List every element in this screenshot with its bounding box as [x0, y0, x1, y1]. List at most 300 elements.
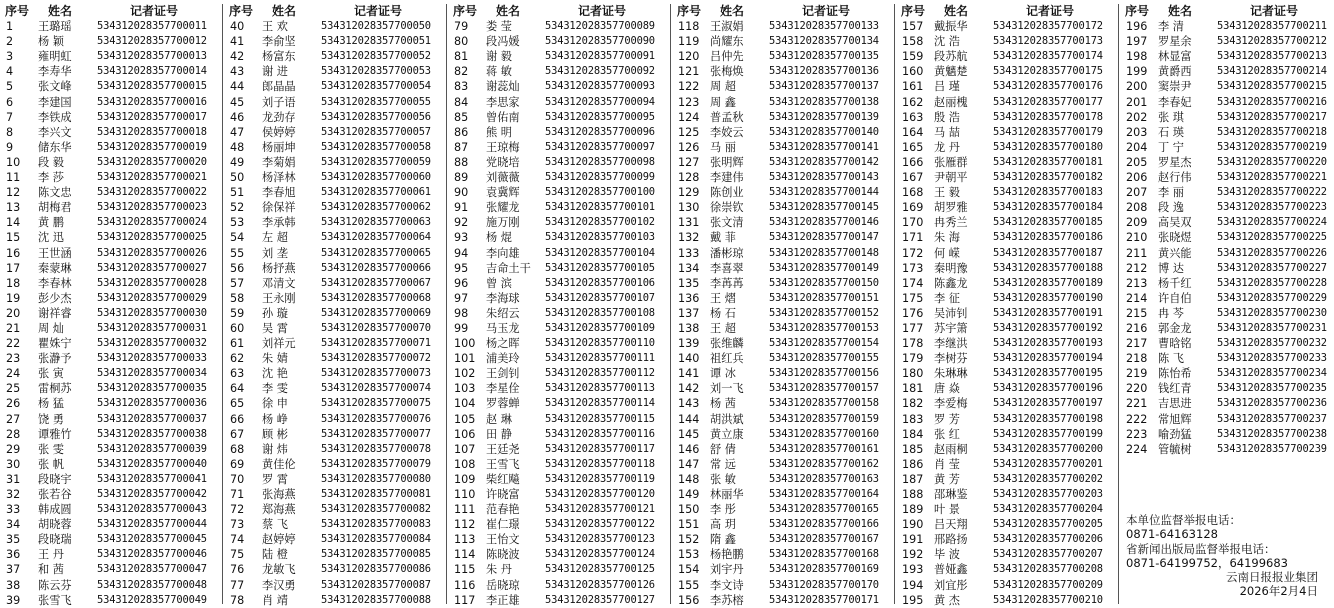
row-number: 63: [230, 367, 245, 381]
row-number: 79: [454, 20, 469, 34]
row-id: 534312028357700163: [769, 472, 879, 485]
table-row: [0, 517, 222, 532]
row-name: 赵 琳: [486, 412, 512, 426]
row-name: 储东华: [38, 140, 72, 154]
table-row: [896, 110, 1118, 125]
row-number: 35: [6, 533, 21, 547]
row-id: 534312028357700184: [993, 201, 1103, 214]
row-id: 534312028357700133: [769, 20, 879, 33]
row-name: 吕天翔: [934, 518, 968, 532]
row-id: 534312028357700011: [97, 20, 207, 33]
row-number: 116: [454, 578, 476, 592]
row-number: 94: [454, 246, 469, 260]
row-number: 74: [230, 533, 245, 547]
table-row: [0, 593, 222, 608]
row-number: 9: [6, 140, 14, 154]
row-number: 3: [6, 50, 14, 64]
table-row: [672, 261, 894, 276]
table-row: [672, 562, 894, 577]
table-row: [448, 95, 670, 110]
row-number: 206: [1126, 171, 1148, 185]
table-row: [0, 155, 222, 170]
row-number: 69: [230, 457, 245, 471]
row-number: 64: [230, 382, 245, 396]
row-id: 534312028357700216: [1217, 95, 1327, 108]
row-number: 98: [454, 306, 469, 320]
row-number: 48: [230, 140, 245, 154]
row-name: 赵行伟: [1158, 171, 1192, 185]
row-id: 534312028357700096: [545, 125, 655, 138]
row-id: 534312028357700202: [993, 472, 1103, 485]
row-name: 管毓树: [1158, 442, 1192, 456]
table-row: [224, 396, 446, 411]
row-name: 柴红飚: [486, 472, 520, 486]
row-id: 534312028357700042: [97, 488, 207, 500]
row-number: 59: [230, 306, 245, 320]
row-id: 534312028357700026: [97, 246, 207, 259]
row-id: 534312028357700154: [769, 337, 879, 350]
row-name: 李春林: [38, 276, 72, 290]
row-name: 张 帆: [38, 457, 64, 471]
row-id: 534312028357700212: [1217, 35, 1327, 48]
row-id: 534312028357700178: [993, 110, 1103, 123]
row-name: 刘祥元: [262, 337, 296, 351]
table-row: [0, 457, 222, 472]
row-number: 66: [230, 412, 245, 426]
table-row: [0, 412, 222, 427]
row-number: 132: [678, 231, 700, 245]
row-id: 534312028357700138: [769, 95, 879, 108]
row-name: 王怡文: [486, 533, 520, 547]
row-id: 534312028357700079: [321, 457, 431, 470]
row-id: 534312028357700218: [1217, 125, 1327, 138]
table-row: [672, 155, 894, 170]
row-id: 534312028357700217: [1217, 110, 1327, 123]
row-number: 213: [1126, 276, 1148, 290]
row-id: 534312028357700046: [97, 548, 207, 561]
row-id: 534312028357700168: [769, 548, 879, 561]
row-number: 187: [902, 472, 924, 486]
table-row: [0, 185, 222, 200]
row-number: 124: [678, 110, 700, 124]
row-id: 534312028357700221: [1217, 171, 1327, 184]
notice-unit-label: 本单位监督举报电话：: [1126, 513, 1241, 527]
table-row: [224, 578, 446, 593]
row-number: 16: [6, 246, 21, 260]
row-name: 胡晓蓉: [38, 518, 72, 532]
row-name: 普孟秋: [710, 110, 744, 124]
table-row: [224, 366, 446, 381]
row-number: 167: [902, 171, 924, 185]
table-row: [896, 351, 1118, 366]
row-name: 邢路扬: [934, 533, 968, 547]
row-name: 左 超: [262, 231, 288, 245]
row-name: 张维麟: [710, 337, 744, 351]
header-name: 姓名: [1168, 4, 1193, 18]
row-id: 534312028357700058: [321, 140, 431, 153]
column-header: [1120, 4, 1334, 19]
row-number: 81: [454, 50, 469, 64]
row-id: 534312028357700031: [97, 321, 207, 334]
table-row: [1120, 215, 1334, 230]
row-name: 尹朝平: [934, 171, 968, 185]
row-name: 李春旭: [262, 186, 296, 200]
table-row: [448, 34, 670, 49]
row-number: 102: [454, 367, 476, 381]
row-name: 喻劲猛: [1158, 427, 1192, 441]
row-id: 534312028357700200: [993, 442, 1103, 455]
table-row: [672, 34, 894, 49]
table-row: [1120, 170, 1334, 185]
row-name: 李苒苒: [710, 276, 744, 290]
row-number: 204: [1126, 140, 1148, 154]
row-name: 吕 瑾: [934, 80, 960, 94]
row-number: 166: [902, 155, 924, 169]
table-row: [896, 185, 1118, 200]
row-id: 534312028357700150: [769, 276, 879, 289]
row-id: 534312028357700095: [545, 110, 655, 123]
row-name: 张晓煜: [1158, 231, 1192, 245]
table-row: [896, 366, 1118, 381]
row-number: 148: [678, 472, 700, 486]
row-number: 106: [454, 427, 476, 441]
row-id: 534312028357700185: [993, 216, 1103, 229]
row-number: 78: [230, 593, 245, 607]
row-id: 534312028357700140: [769, 125, 879, 138]
row-name: 冉 芩: [1158, 306, 1184, 320]
table-row: [1120, 246, 1334, 261]
header-name: 姓名: [944, 4, 969, 18]
row-number: 170: [902, 216, 924, 230]
row-name: 李建国: [38, 95, 72, 109]
row-name: 雍明虹: [38, 50, 72, 64]
row-name: 施万刚: [486, 216, 520, 230]
row-number: 13: [6, 201, 21, 215]
row-id: 534312028357700089: [545, 20, 655, 33]
table-row: [0, 110, 222, 125]
row-id: 534312028357700206: [993, 533, 1103, 546]
row-number: 95: [454, 261, 469, 275]
row-name: 李海球: [486, 291, 520, 305]
row-name: 杨 颖: [38, 35, 64, 49]
table-row: [224, 336, 446, 351]
row-number: 91: [454, 201, 469, 215]
column-header: [0, 4, 222, 19]
row-name: 高 玥: [710, 518, 736, 532]
table-row: [448, 578, 670, 593]
table-row: [448, 472, 670, 487]
table-row: [896, 472, 1118, 487]
row-id: 534312028357700090: [545, 35, 655, 48]
table-row: [0, 140, 222, 155]
row-name: 杨艳鹏: [710, 548, 744, 562]
table-row: [224, 170, 446, 185]
row-name: 段 毅: [38, 155, 64, 169]
row-number: 110: [454, 488, 476, 501]
row-id: 534312028357700237: [1217, 412, 1327, 425]
row-number: 45: [230, 95, 245, 109]
table-row: [448, 396, 670, 411]
row-id: 534312028357700210: [993, 593, 1103, 606]
table-row: [0, 472, 222, 487]
table-row: [448, 110, 670, 125]
row-id: 534312028357700059: [321, 155, 431, 168]
row-number: 17: [6, 261, 21, 275]
row-name: 罗星余: [1158, 35, 1192, 49]
row-name: 常旭辉: [1158, 412, 1192, 426]
table-row: [448, 140, 670, 155]
row-id: 534312028357700194: [993, 352, 1103, 365]
row-name: 普娅鑫: [934, 563, 968, 577]
table-row: [672, 532, 894, 547]
row-number: 135: [678, 276, 700, 290]
row-name: 段晓宇: [38, 472, 72, 486]
row-id: 534312028357700173: [993, 35, 1103, 48]
row-id: 534312028357700048: [97, 578, 207, 591]
row-id: 534312028357700067: [321, 276, 431, 289]
row-name: 顾 彬: [262, 427, 288, 441]
row-name: 王世涵: [38, 246, 72, 260]
row-number: 117: [454, 593, 476, 607]
row-name: 杨 猛: [38, 397, 64, 411]
row-id: 534312028357700106: [545, 276, 655, 289]
row-number: 162: [902, 95, 924, 109]
row-name: 朱 丹: [486, 563, 512, 577]
row-id: 534312028357700094: [545, 95, 655, 108]
row-id: 534312028357700034: [97, 367, 207, 380]
table-row: [896, 336, 1118, 351]
table-row: [0, 562, 222, 577]
table-row: [0, 336, 222, 351]
table-row: [896, 593, 1118, 608]
row-name: 郭金龙: [1158, 321, 1192, 335]
row-id: 534312028357700105: [545, 261, 655, 274]
table-row: [224, 155, 446, 170]
row-number: 20: [6, 306, 21, 320]
table-row: [448, 19, 670, 34]
table-row: [672, 170, 894, 185]
row-name: 和 茜: [38, 563, 64, 577]
table-row: [448, 351, 670, 366]
row-name: 刘 垄: [262, 246, 288, 260]
row-id: 534312028357700082: [321, 503, 431, 516]
table-row: [0, 79, 222, 94]
row-name: 张 寅: [38, 367, 64, 381]
table-row: [896, 79, 1118, 94]
row-number: 220: [1126, 382, 1148, 396]
row-name: 王 熠: [710, 291, 736, 305]
row-name: 冉秀兰: [934, 216, 968, 230]
row-name: 陈鑫龙: [934, 276, 968, 290]
row-name: 赵婷婷: [262, 533, 296, 547]
row-number: 57: [230, 276, 245, 290]
row-id: 534312028357700075: [321, 397, 431, 410]
row-name: 戴 菲: [710, 231, 736, 245]
row-number: 2: [6, 35, 14, 49]
row-number: 222: [1126, 412, 1148, 426]
table-row: [1120, 366, 1334, 381]
table-row: [448, 532, 670, 547]
row-id: 534312028357700159: [769, 412, 879, 425]
row-name: 胡洪斌: [710, 412, 744, 426]
table-row: [896, 230, 1118, 245]
row-number: 149: [678, 488, 700, 501]
table-row: [896, 306, 1118, 321]
row-id: 534312028357700123: [545, 533, 655, 546]
row-name: 石 瑛: [1158, 125, 1184, 139]
row-id: 534312028357700207: [993, 548, 1103, 561]
row-id: 534312028357700032: [97, 337, 207, 350]
row-name: 罗 芳: [934, 412, 960, 426]
table-row: [224, 562, 446, 577]
row-number: 156: [678, 593, 700, 607]
row-name: 罗 霄: [262, 472, 288, 486]
row-number: 112: [454, 518, 476, 532]
row-number: 174: [902, 276, 924, 290]
row-number: 160: [902, 65, 924, 79]
table-row: [896, 442, 1118, 457]
table-row: [896, 200, 1118, 215]
row-number: 26: [6, 397, 21, 411]
row-name: 李姣云: [710, 125, 744, 139]
row-number: 56: [230, 261, 245, 275]
row-number: 120: [678, 50, 700, 64]
table-row: [672, 49, 894, 64]
row-number: 60: [230, 321, 245, 335]
row-name: 李 雯: [262, 382, 288, 396]
row-id: 534312028357700116: [545, 427, 655, 440]
row-id: 534312028357700192: [993, 321, 1103, 334]
row-number: 115: [454, 563, 476, 577]
row-name: 舒 倩: [710, 442, 736, 456]
row-name: 张梅焕: [710, 65, 744, 79]
row-name: 博 达: [1158, 261, 1184, 275]
table-row: [896, 95, 1118, 110]
row-id: 534312028357700103: [545, 231, 655, 244]
row-name: 何 嵘: [934, 246, 960, 260]
row-name: 肖 靖: [262, 593, 288, 607]
row-id: 534312028357700228: [1217, 276, 1327, 289]
row-number: 198: [1126, 50, 1148, 64]
table-row: [896, 381, 1118, 396]
table-row: [448, 230, 670, 245]
row-number: 111: [454, 503, 476, 517]
row-number: 161: [902, 80, 924, 94]
table-row: [1120, 321, 1334, 336]
table-row: [1120, 110, 1334, 125]
row-number: 223: [1126, 427, 1148, 441]
row-id: 534312028357700063: [321, 216, 431, 229]
table-row: [0, 125, 222, 140]
row-name: 赵雨桐: [934, 442, 968, 456]
row-number: 163: [902, 110, 924, 124]
table-row: [1120, 19, 1334, 34]
row-number: 153: [678, 548, 700, 562]
row-id: 534312028357700049: [97, 593, 207, 606]
row-number: 208: [1126, 201, 1148, 215]
row-id: 534312028357700045: [97, 533, 207, 546]
row-id: 534312028357700187: [993, 246, 1103, 259]
row-id: 534312028357700060: [321, 171, 431, 184]
table-row: [896, 291, 1118, 306]
row-name: 谭 冰: [710, 367, 736, 381]
row-name: 段苏航: [934, 50, 968, 64]
table-row: [224, 200, 446, 215]
row-number: 186: [902, 457, 924, 471]
row-name: 黄兴能: [1158, 246, 1192, 260]
roster-column: [896, 4, 1119, 607]
row-id: 534312028357700188: [993, 261, 1103, 274]
row-name: 段晓瑞: [38, 533, 72, 547]
row-id: 534312028357700196: [993, 382, 1103, 395]
row-name: 李汉勇: [262, 578, 296, 592]
table-row: [0, 261, 222, 276]
row-id: 534312028357700040: [97, 457, 207, 470]
row-number: 165: [902, 140, 924, 154]
row-number: 50: [230, 171, 245, 185]
row-id: 534312028357700076: [321, 412, 431, 425]
column-header: [224, 4, 446, 19]
header-name: 姓名: [496, 4, 521, 18]
row-id: 534312028357700213: [1217, 50, 1327, 63]
table-row: [448, 502, 670, 517]
row-id: 534312028357700182: [993, 171, 1103, 184]
row-name: 秦蒙琳: [38, 261, 72, 275]
row-name: 罗星杰: [1158, 155, 1192, 169]
row-name: 张雪飞: [38, 593, 72, 607]
row-number: 137: [678, 306, 700, 320]
row-name: 饶 勇: [38, 412, 64, 426]
row-id: 534312028357700124: [545, 548, 655, 561]
row-name: 张文清: [710, 216, 744, 230]
table-row: [448, 155, 670, 170]
row-name: 李 丽: [1158, 186, 1184, 200]
row-id: 534312028357700191: [993, 306, 1103, 319]
row-id: 534312028357700044: [97, 518, 207, 531]
row-name: 李文诗: [710, 578, 744, 592]
row-id: 534312028357700198: [993, 412, 1103, 425]
row-id: 534312028357700062: [321, 201, 431, 214]
row-id: 534312028357700070: [321, 321, 431, 334]
table-row: [448, 457, 670, 472]
row-name: 李向雄: [486, 246, 520, 260]
row-number: 188: [902, 488, 924, 501]
table-row: [672, 110, 894, 125]
row-name: 李继洪: [934, 337, 968, 351]
table-row: [224, 321, 446, 336]
table-row: [1120, 34, 1334, 49]
row-id: 534312028357700097: [545, 140, 655, 153]
table-row: [1120, 381, 1334, 396]
table-row: [448, 427, 670, 442]
table-row: [448, 64, 670, 79]
row-name: 李 征: [934, 291, 960, 305]
row-name: 殷 浩: [934, 110, 960, 124]
row-id: 534312028357700165: [769, 503, 879, 516]
table-row: [448, 517, 670, 532]
row-number: 7: [6, 110, 14, 124]
row-id: 534312028357700193: [993, 337, 1103, 350]
row-number: 67: [230, 427, 245, 441]
row-number: 82: [454, 65, 469, 79]
row-number: 5: [6, 80, 14, 94]
table-row: [1120, 427, 1334, 442]
row-name: 张瀞予: [38, 352, 72, 366]
table-row: [0, 306, 222, 321]
row-name: 李寿华: [38, 65, 72, 79]
table-row: [224, 427, 446, 442]
row-name: 秦明豫: [934, 261, 968, 275]
